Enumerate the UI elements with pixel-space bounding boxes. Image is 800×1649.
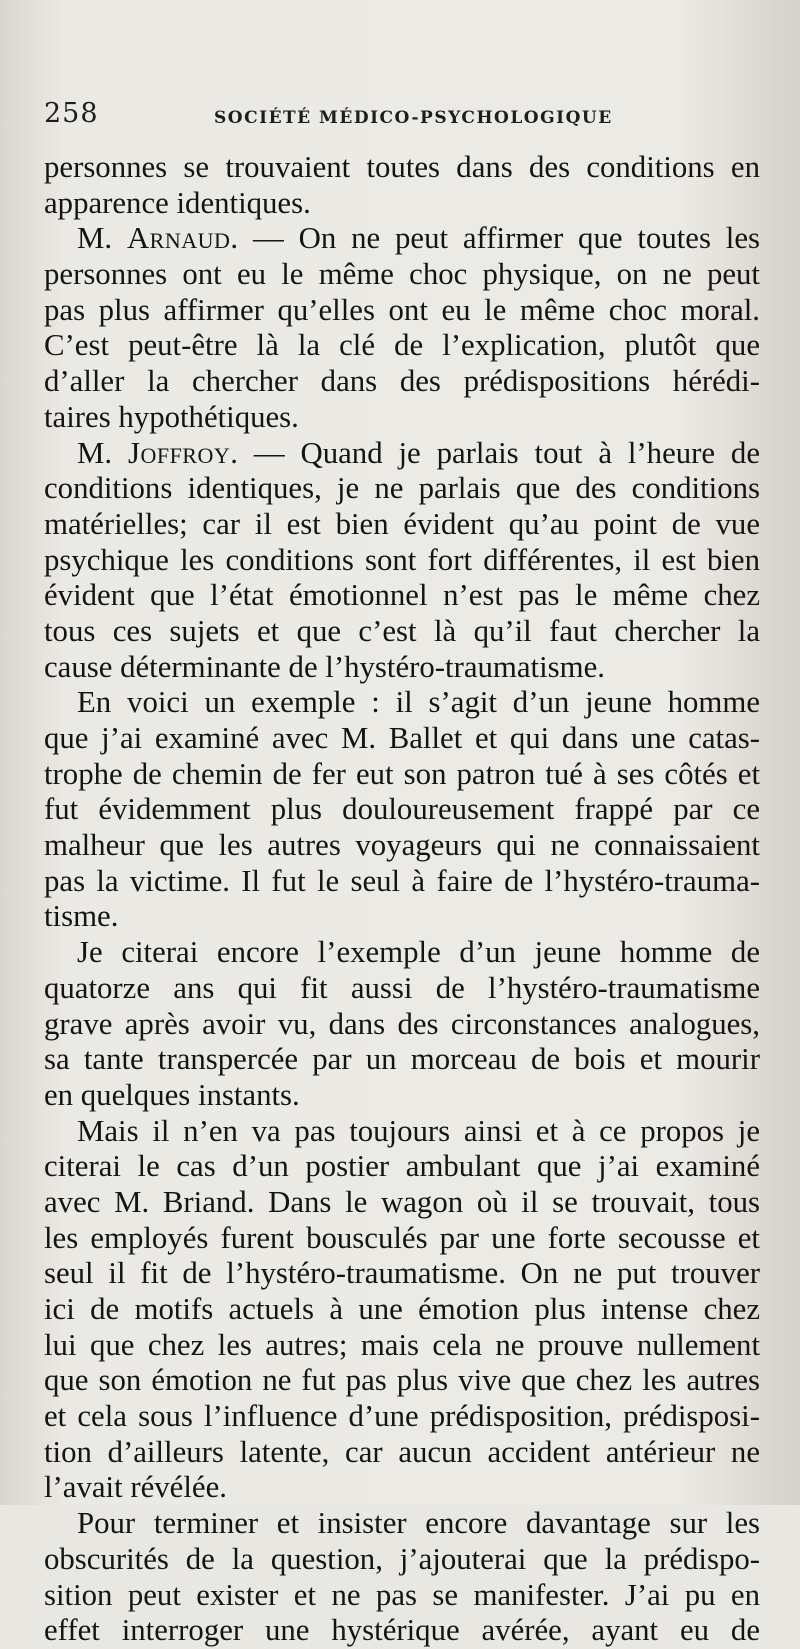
text-line: effet interroger une hystérique avérée, ayant eu de (44, 1613, 760, 1648)
speaker-name: Joffroy (127, 435, 231, 470)
text-line: cause déterminante de l’hystéro-traumatisme. (44, 649, 605, 684)
text-line: Mais il n’en va pas toujours ainsi et à ce propos je (77, 1113, 760, 1148)
text-line: obscurités de la question, j’ajouterai que la prédispo- (44, 1541, 760, 1576)
text-line: tous ces sujets et que c’est là qu’il faut chercher la (44, 613, 760, 648)
text-line: que son émotion ne fut pas plus vive que chez les autres (44, 1363, 760, 1398)
text-line: fut évidemment plus douloureusement frappé par ce (44, 792, 760, 827)
text-line: tion d’ailleurs latente, car aucun accident antérieur ne (44, 1434, 760, 1469)
text-line: M. Arnaud. — On ne peut affirmer que toutes les (77, 221, 760, 256)
text-line: ici de motifs actuels à une émotion plus intense chez (44, 1292, 760, 1326)
body-text (44, 150, 760, 1649)
text-line: trophe de chemin de fer eut son patron tué à ses côtés et (44, 756, 760, 791)
text-line: conditions identiques, je ne parlais que des conditions (44, 471, 760, 506)
text-line: Pour terminer et insister encore davantage sur les (77, 1506, 760, 1541)
text-line: quatorze ans qui fit aussi de l’hystéro-traumatisme (44, 970, 760, 1005)
text-line: que j’ai examiné avec M. Ballet et qui dans une catas- (44, 721, 760, 755)
running-head: SOCIÉTÉ MÉDICO-PSYCHOLOGIQUE (214, 108, 613, 128)
text-line: et cela sous l’influence d’une prédisposition, prédisposi- (44, 1399, 760, 1434)
speaker-name: Arnaud (126, 221, 231, 256)
text-line: sa tante transpercée par un morceau de bois et mourir (44, 1042, 760, 1077)
text-line: les employés furent bousculés par une forte secousse et (44, 1220, 760, 1255)
text-line: malheur que les autres voyageurs qui ne connaissaient (44, 828, 760, 863)
text-line: sition peut exister et ne pas se manifester. J’ai pu en (44, 1577, 760, 1612)
text-line: matérielles; car il est bien évident qu’au point de vue (44, 506, 760, 541)
text-line: taires hypothétiques. (44, 399, 299, 434)
text-line: personnes ont eu le même choc physique, on ne peut (44, 257, 760, 292)
text-line: pas plus affirmer qu’elles ont eu le même choc moral. (44, 292, 760, 327)
page-number: 258 (44, 98, 99, 129)
text-line: psychique les conditions sont fort différentes, il est bien (44, 542, 760, 577)
text-line: lui que chez les autres; mais cela ne prouve nullement (44, 1327, 760, 1362)
text-line: grave après avoir vu, dans des circonstances analogues, (44, 1006, 760, 1041)
text-line: citerai le cas d’un postier ambulant que j’ai examiné (44, 1149, 760, 1184)
text-line: seul il fit de l’hystéro-traumatisme. On ne put trouver (44, 1256, 760, 1291)
text-line: apparence identiques. (44, 185, 311, 220)
text-line: personnes se trouvaient toutes dans des conditions en (44, 150, 760, 184)
text-line: Je citerai encore l’exemple d’un jeune homme de (77, 935, 760, 970)
text-line: M. Joffroy. — Quand je parlais tout à l’heure de (77, 435, 760, 470)
text-line: C’est peut-être là la clé de l’explication, plutôt que (44, 328, 760, 363)
text-line: évident que l’état émotionnel n’est pas le même chez (44, 578, 760, 613)
text-line: tisme. (44, 899, 119, 934)
page-header (44, 98, 750, 138)
text-line: d’aller la chercher dans des prédispositions hérédi- (44, 364, 760, 399)
text-line: pas la victime. Il fut le seul à faire de l’hystéro-trauma- (44, 863, 760, 898)
text-line: avec M. Briand. Dans le wagon où il se trouvait, tous (44, 1184, 760, 1219)
text-line: En voici un exemple : il s’agit d’un jeune homme (77, 685, 760, 720)
text-line: l’avait révélée. (44, 1470, 227, 1505)
text-line: en quelques instants. (44, 1077, 300, 1112)
